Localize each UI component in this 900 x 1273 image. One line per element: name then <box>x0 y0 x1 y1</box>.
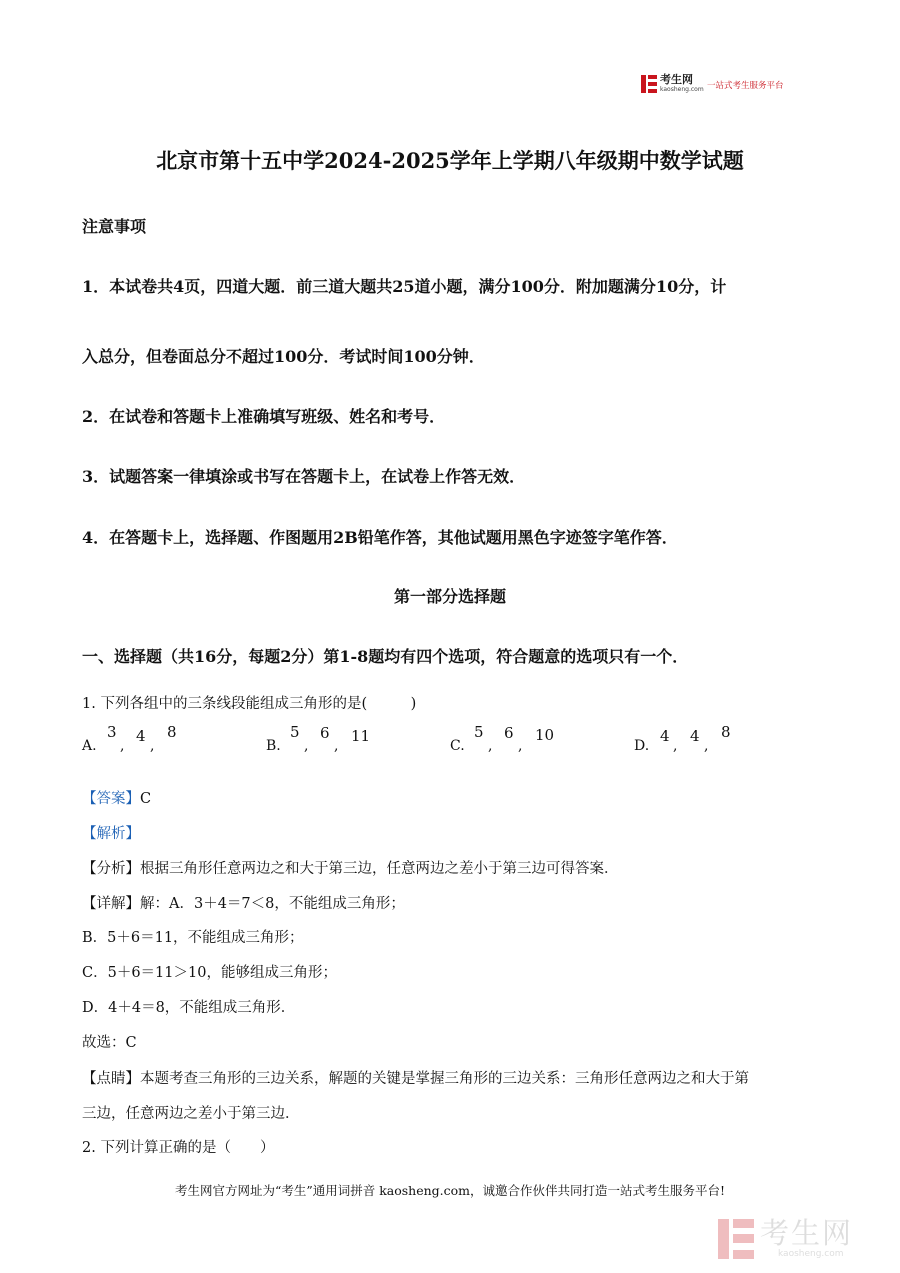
watermark-text-en: kaosheng.com <box>778 1249 844 1259</box>
q1-choose: 故选：C <box>82 1035 137 1051</box>
logo-slogan: 一站式考生服务平台 <box>707 81 784 91</box>
logo-text-en: kaosheng.com <box>660 86 704 93</box>
q1-detail-c: C．5＋6＝11＞10，能够组成三角形； <box>82 965 337 981</box>
q1-answer <box>82 787 151 808</box>
answer-tag: 【答案】 <box>82 791 140 807</box>
watermark-logo <box>718 1217 888 1261</box>
watermark-text-cn: 考生网 <box>760 1216 854 1250</box>
section-heading: 一、选择题（共16分，每题2分）第1-8题均有四个选项，符合题意的选项只有一个． <box>82 647 689 666</box>
q1-fenxi: 【分析】根据三角形任意两边之和大于第三边，任意两边之差小于第三边可得答案． <box>82 861 619 877</box>
page-title: 北京市第十五中学2024-2025学年上学期八年级期中数学试题 <box>156 148 744 173</box>
q2-stem: 2. 下列计算正确的是（ ） <box>82 1140 275 1156</box>
notice-line-2: 2．在试卷和答题卡上准确填写班级、姓名和考号． <box>82 407 446 426</box>
page-footer: 考生网官方网址为“考生”通用词拼音 kaosheng.com，诚邀合作伙伴共同打造一站式考生服务平台! <box>174 1183 726 1198</box>
q1-detail-b: B．5＋6＝11，不能组成三角形； <box>82 930 304 946</box>
q1-detail-a: 【详解】解：A．3＋4＝7＜8，不能组成三角形； <box>82 896 405 912</box>
notice-line-4: 4．在答题卡上，选择题、作图题用2B铅笔作答，其他试题用黑色字迹签字笔作答． <box>82 528 678 547</box>
q1-dianjing-2: 三边，任意两边之差小于第三边． <box>82 1106 300 1122</box>
q1-detail-d: D．4＋4＝8，不能组成三角形． <box>82 1000 296 1016</box>
notice-line-1a: 1．本试卷共4页，四道大题．前三道大题共25道小题，满分100分．附加题满分10分，计 <box>82 277 727 296</box>
logo-text-cn: 考生网 <box>660 73 693 86</box>
analysis-tag: 【解析】 <box>82 826 140 842</box>
watermark-icon <box>718 1219 754 1259</box>
logo-icon <box>641 75 657 93</box>
notice-line-1b: 入总分，但卷面总分不超过100分．考试时间100分钟． <box>82 347 485 366</box>
answer-value: C <box>140 791 152 807</box>
q1-stem: 1. 下列各组中的三条线段能组成三角形的是( ) <box>82 696 417 712</box>
header-logo <box>641 74 801 94</box>
notice-line-3: 3．试题答案一律填涂或书写在答题卡上，在试卷上作答无效． <box>82 467 526 486</box>
notice-heading: 注意事项 <box>82 217 147 236</box>
part1-heading: 第一部分选择题 <box>393 587 506 606</box>
q1-dianjing-1: 【点睛】本题考查三角形的三边关系，解题的关键是掌握三角形的三边关系：三角形任意两边之和大于第 <box>82 1071 749 1087</box>
